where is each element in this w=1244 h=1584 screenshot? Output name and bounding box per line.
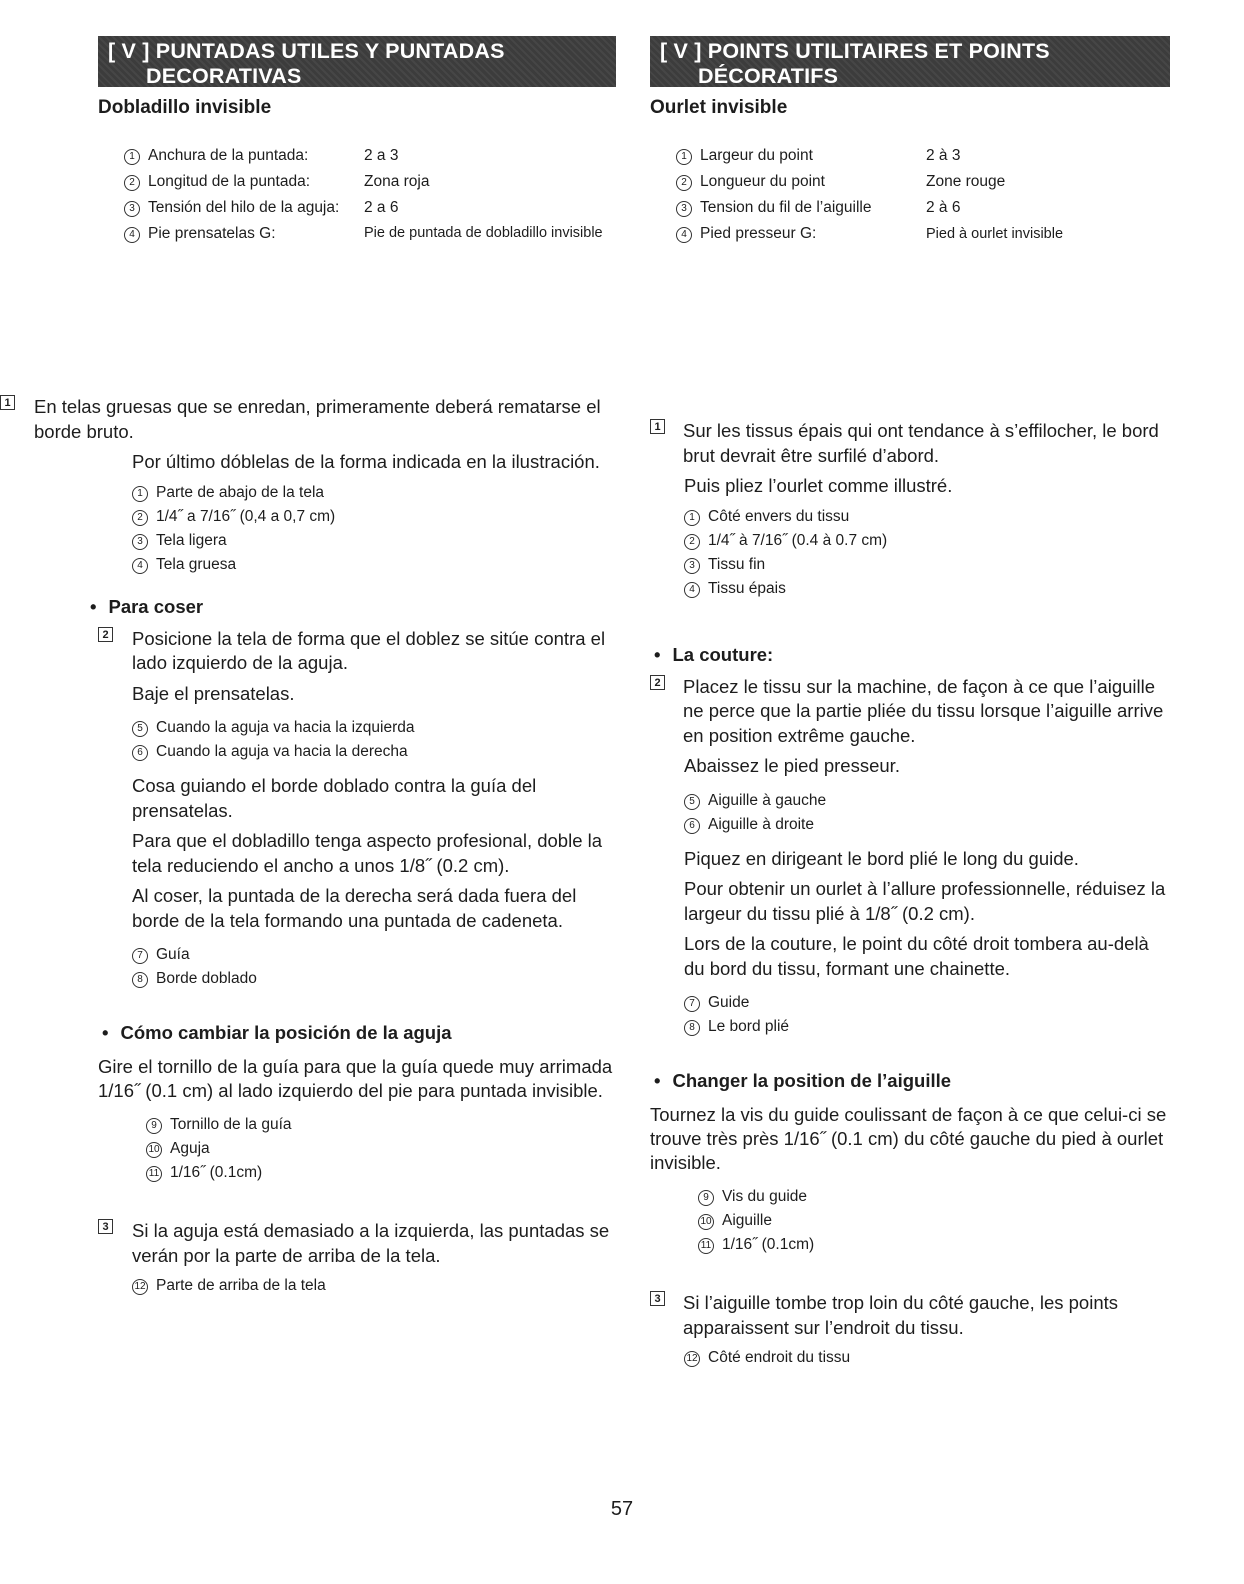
callout-number: 6 — [132, 745, 148, 761]
callout-number: 2 — [132, 510, 148, 526]
callout-number: 5 — [132, 721, 148, 737]
settings-list — [124, 143, 616, 247]
setting-label: Pie prensatelas G: — [148, 225, 276, 242]
step-3 — [98, 1219, 616, 1268]
callout-item — [132, 740, 616, 764]
setting-value: Zone rouge — [926, 173, 1006, 190]
bullet-heading: • Para coser — [90, 595, 204, 617]
bullet-heading-text: Changer la position de l’aiguille — [672, 1070, 952, 1091]
header-line-1: [ V ] PUNTADAS UTILES Y PUNTADAS — [108, 39, 505, 63]
bullet-heading-text: Para coser — [108, 595, 204, 617]
callout-item — [146, 1161, 616, 1185]
setting-row — [676, 195, 1170, 221]
callout-list — [132, 1274, 616, 1298]
step-2 — [650, 675, 1170, 749]
callout-list — [146, 1113, 616, 1185]
step-number: 2 — [650, 675, 665, 690]
callout-number: 3 — [676, 201, 692, 217]
callout-number: 1 — [676, 149, 692, 165]
callout-item — [132, 505, 616, 529]
setting-row — [124, 169, 616, 195]
paragraph: Puis pliez l’ourlet comme illustré. — [684, 475, 953, 496]
callout-label: Aguja — [170, 1140, 210, 1157]
step-number: 2 — [98, 627, 113, 642]
callout-number: 8 — [132, 972, 148, 988]
callout-list — [132, 716, 616, 764]
callout-item — [132, 553, 616, 577]
callout-number: 1 — [124, 149, 140, 165]
bullet-heading: • Cómo cambiar la posición de la aguja — [102, 1022, 452, 1043]
section-header — [98, 36, 616, 87]
callout-item — [132, 1274, 616, 1298]
callout-label: Aiguille — [722, 1212, 772, 1229]
setting-row — [124, 195, 616, 221]
settings-list — [676, 143, 1170, 247]
setting-value: 2 a 6 — [364, 199, 399, 216]
callout-item — [698, 1185, 1170, 1209]
callout-number: 2 — [676, 175, 692, 191]
callout-number: 8 — [684, 1020, 700, 1036]
step-text: Posicione la tela de forma que el doblez se sitúe contra el lado izquierdo de la aguja. — [132, 627, 606, 673]
callout-list — [698, 1185, 1170, 1257]
paragraph: Cosa guiando el borde doblado contra la guía del prensatelas. — [132, 775, 537, 821]
callout-number: 1 — [684, 510, 700, 526]
step-1 — [650, 419, 1170, 468]
callout-item — [132, 943, 616, 967]
step-number: 3 — [650, 1291, 665, 1306]
section-subtitle: Ourlet invisible — [650, 97, 788, 118]
setting-label: Longueur du point — [700, 173, 825, 190]
callout-item — [132, 481, 616, 505]
callout-list — [684, 505, 1170, 601]
step-3 — [650, 1291, 1170, 1340]
callout-number: 10 — [146, 1142, 162, 1158]
setting-row — [676, 221, 1170, 247]
paragraph: Piquez en dirigeant le bord plié le long du guide. — [684, 847, 1079, 869]
step-2 — [98, 627, 616, 676]
callout-item — [132, 529, 616, 553]
setting-value: 2 à 6 — [926, 199, 961, 216]
callout-item — [698, 1233, 1170, 1257]
step-text: Placez le tissu sur la machine, de façon à ce que l’aiguille ne perce que la partie pliée du tissu lorsque l’aiguille arrive en position extrême gauche. — [683, 675, 1164, 746]
callout-number: 7 — [132, 948, 148, 964]
callout-number: 11 — [698, 1238, 714, 1254]
callout-label: Côté envers du tissu — [708, 507, 850, 525]
callout-item — [684, 789, 1170, 813]
paragraph: Abaissez le pied presseur. — [684, 755, 900, 776]
callout-label: 1/4˝ à 7/16˝ (0.4 à 0.7 cm) — [708, 531, 888, 549]
callout-label: Guía — [156, 946, 190, 963]
bullet-heading: • Changer la position de l’aiguille — [654, 1070, 952, 1091]
callout-item — [684, 991, 1170, 1015]
paragraph: Al coser, la puntada de la derecha será dada fuera del borde de la tela formando una puntada de cadeneta. — [132, 885, 577, 931]
callout-label: Tela gruesa — [156, 555, 237, 573]
callout-item — [132, 716, 616, 740]
callout-number: 4 — [684, 582, 700, 598]
page-number: 57 — [610, 1498, 634, 1520]
callout-item — [698, 1209, 1170, 1233]
callout-label: Parte de arriba de la tela — [156, 1277, 326, 1294]
callout-label: Guide — [708, 994, 750, 1011]
setting-value: Pied à ourlet invisible — [926, 226, 1064, 242]
callout-number: 4 — [124, 227, 140, 243]
header-line-1: [ V ] POINTS UTILITAIRES ET POINTS — [660, 39, 1050, 63]
callout-label: 1/4˝ a 7/16˝ (0,4 a 0,7 cm) — [156, 507, 336, 525]
french-column — [650, 36, 1170, 1370]
step-number: 3 — [98, 1219, 113, 1234]
setting-label: Pied presseur G: — [700, 225, 817, 242]
callout-list — [684, 1346, 1170, 1370]
callout-item — [684, 1346, 1170, 1370]
callout-item — [684, 813, 1170, 837]
callout-number: 3 — [684, 558, 700, 574]
paragraph: Para que el dobladillo tenga aspecto profesional, doble la tela reduciendo el ancho a unos 1/8˝ (0.2 cm). — [132, 830, 603, 876]
callout-label: Tornillo de la guía — [170, 1116, 292, 1133]
callout-number: 4 — [676, 227, 692, 243]
setting-row — [124, 221, 616, 247]
callout-list — [132, 943, 616, 991]
step-text: Sur les tissus épais qui ont tendance à s’effilocher, le bord brut devrait être surfilé d’abord. — [683, 420, 1159, 466]
callout-label: 1/16˝ (0.1cm) — [722, 1236, 815, 1253]
callout-number: 6 — [684, 818, 700, 834]
callout-number: 12 — [132, 1279, 148, 1295]
callout-item — [132, 967, 616, 991]
callout-number: 2 — [124, 175, 140, 191]
callout-number: 3 — [124, 201, 140, 217]
paragraph: Lors de la couture, le point du côté droit tombera au-delà du bord du tissu, formant une chainette. — [684, 933, 1149, 979]
section-header — [650, 36, 1170, 87]
callout-label: Cuando la aguja va hacia la izquierda — [156, 719, 415, 736]
callout-label: Borde doblado — [156, 970, 257, 987]
step-1 — [4, 395, 616, 444]
callout-item — [684, 505, 1170, 529]
header-line-2: DECORATIVAS — [146, 64, 302, 88]
callout-item — [684, 553, 1170, 577]
callout-label: Vis du guide — [722, 1188, 808, 1205]
callout-label: Le bord plié — [708, 1018, 790, 1035]
step-text: En telas gruesas que se enredan, primeramente deberá rematarse el borde bruto. — [34, 396, 601, 442]
callout-label: Tissu fin — [708, 555, 766, 573]
callout-list — [684, 991, 1170, 1039]
callout-label: Côté endroit du tissu — [708, 1349, 851, 1366]
setting-label: Largeur du point — [700, 147, 813, 164]
callout-number: 2 — [684, 534, 700, 550]
setting-value: Pie de puntada de dobladillo invisible — [364, 225, 603, 241]
callout-item — [684, 529, 1170, 553]
paragraph: Gire el tornillo de la guía para que la guía quede muy arrimada 1/16˝ (0.1 cm) al lado izquierdo del pie para puntada invisible. — [98, 1056, 613, 1101]
spanish-column — [4, 36, 616, 1298]
setting-label: Tension du fil de l’aiguille — [700, 199, 872, 216]
bullet-heading-text: Cómo cambiar la posición de la aguja — [120, 1022, 452, 1043]
callout-label: Aiguille à droite — [708, 815, 814, 833]
setting-value: Zona roja — [364, 173, 430, 190]
bullet-heading: • La couture: — [654, 643, 774, 665]
paragraph: Baje el prensatelas. — [132, 682, 295, 704]
callout-item — [146, 1113, 616, 1137]
callout-label: Aiguille à gauche — [708, 791, 827, 809]
step-text: Si la aguja está demasiado a la izquierda, las puntadas se verán por la parte de arriba de la tela. — [132, 1220, 610, 1266]
callout-label: 1/16˝ (0.1cm) — [170, 1164, 263, 1181]
step-text: Si l’aiguille tombe trop loin du côté gauche, les points apparaissent sur l’endroit du tissu. — [683, 1292, 1119, 1338]
callout-item — [146, 1137, 616, 1161]
section-subtitle: Dobladillo invisible — [98, 97, 272, 118]
callout-number: 4 — [132, 558, 148, 574]
callout-number: 7 — [684, 996, 700, 1012]
callout-number: 9 — [146, 1118, 162, 1134]
callout-number: 11 — [146, 1166, 162, 1182]
callout-list — [684, 789, 1170, 837]
setting-value: 2 a 3 — [364, 147, 399, 164]
callout-label: Parte de abajo de la tela — [156, 483, 325, 501]
setting-row — [676, 143, 1170, 169]
setting-label: Anchura de la puntada: — [148, 147, 309, 164]
callout-label: Cuando la aguja va hacia la derecha — [156, 743, 408, 760]
setting-row — [676, 169, 1170, 195]
callout-number: 12 — [684, 1351, 700, 1367]
step-number: 1 — [650, 419, 665, 434]
header-line-2: DÉCORATIFS — [698, 64, 839, 88]
callout-list — [132, 481, 616, 577]
callout-item — [684, 577, 1170, 601]
callout-label: Tela ligera — [156, 531, 227, 549]
callout-item — [684, 1015, 1170, 1039]
setting-label: Tensión del hilo de la aguja: — [148, 199, 340, 216]
setting-row — [124, 143, 616, 169]
paragraph: Tournez la vis du guide coulissant de façon à ce que celui-ci se trouve très près 1/16˝ (0.1 cm) du côté gauche du pied à ourlet invisible. — [650, 1104, 1167, 1173]
callout-number: 5 — [684, 794, 700, 810]
paragraph: Pour obtenir un ourlet à l’allure professionnelle, réduisez la largeur du tissu plié à 1/8˝ (0.2 cm). — [684, 878, 1166, 924]
setting-label: Longitud de la puntada: — [148, 173, 311, 190]
callout-number: 3 — [132, 534, 148, 550]
callout-number: 9 — [698, 1190, 714, 1206]
step-number: 1 — [0, 395, 15, 410]
callout-number: 1 — [132, 486, 148, 502]
bullet-heading-text: La couture: — [672, 643, 774, 665]
setting-value: 2 à 3 — [926, 147, 961, 164]
callout-label: Tissu épais — [708, 579, 786, 597]
callout-number: 10 — [698, 1214, 714, 1230]
paragraph: Por último dóblelas de la forma indicada en la ilustración. — [132, 451, 600, 472]
